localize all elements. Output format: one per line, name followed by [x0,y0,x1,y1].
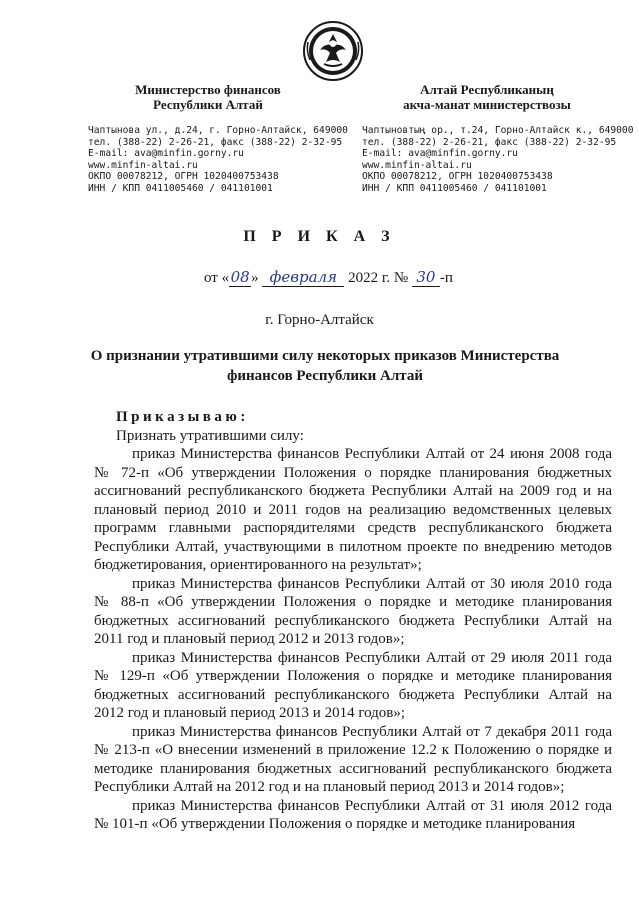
order-date-prefix: от « [204,270,230,286]
email-alt: E-mail: ava@minfin.gorny.ru [362,148,518,160]
order-date-quote-close: » [251,270,259,286]
ministry-name-alt-line1: Алтай Республиканың [420,82,554,97]
okpo-ru: ОКПО 00078212, ОГРН 1020400753438 [88,171,279,183]
repealed-order-item: приказ Министерства финансов Республики Алтай от 24 июня 2008 года № 72-п «Об утверждении Положения о порядке планирования бюджетных ассигнований республиканского бюджета Республики Алтай на 2009 год и на плановый период 2010 и 2011 годов на реализацию ведомственных целевых программ главными распорядителями средств республиканского бюджета Республики Алтай, участвующими в пилотном проекте по внедрению методов бюджетирования, ориентированного на результат»; [94,446,612,573]
website-alt: www.minfin-altai.ru [362,159,472,171]
website-ru: www.minfin-altai.ru [88,159,198,171]
order-number-suffix: -п [439,270,453,286]
order-day-handwritten: 08 [230,268,250,286]
address-ru: Чаптынова ул., д.24, г. Горно-Алтайск, 649000 [88,125,348,136]
contacts-alt [362,125,634,195]
phone-alt: тел. (388-22) 2-26-21, факс (388-22) 2-32-95 [362,136,617,148]
ministry-name-ru-line1: Министерство финансов [135,82,281,97]
order-month-handwritten: февраля [262,268,344,287]
ministry-name-ru [90,82,326,112]
contacts-ru [88,125,348,195]
order-year-text: 2022 г. № [348,270,409,286]
address-alt: Чаптыновтың ор., т.24, Горно-Алтайск к., 649000 [362,125,634,136]
document-title-line1: О признании утратившими силу некоторых приказов Министерства [90,348,560,364]
ministry-name-alt-line2: акча-манат министерствозы [403,97,571,112]
repealed-order-item: приказ Министерства финансов Республики Алтай от 29 июля 2011 года № 129-п «Об утверждении Положения о порядке и методике планирования бюджетных ассигнований республиканского бюджета Республики Алтай на 2012 год и плановый период 2013 и 2014 годов»; [94,649,612,721]
repealed-order-item: приказ Министерства финансов Республики Алтай от 30 июля 2010 года № 88-п «Об утверждении Положения о порядке и методике планирования бюджетных ассигнований республиканского бюджета Республики Алтай на 2011 год и плановый период 2012 и 2013 годов»; [94,575,612,647]
email-ru: E-mail: ava@minfin.gorny.ru [88,148,244,160]
document-type-heading: П Р И К А З [243,228,396,245]
okpo-alt: ОКПО 00078212, ОГРН 1020400753438 [362,171,553,183]
body-intro: Признать утратившими силу: [116,427,304,444]
ministry-name-ru-line2: Республики Алтай [153,97,263,112]
header-left-block [88,82,348,195]
header-right-block [362,82,634,195]
repealed-order-item: приказ Министерства финансов Республики Алтай от 7 декабря 2011 года № 213-п «О внесении изменений в приложение 12.2 к Положению о порядке и методике планирования бюджетных ассигнований республиканского бюджета Республики Алтай на 2012 год и на плановый период 2013 и 2014 годов»; [94,723,612,795]
ministry-name-alt [362,82,612,112]
city-line: г. Горно-Алтайск [265,312,374,328]
document-body [94,408,612,834]
document-title-line2: финансов Республики Алтай [226,368,423,384]
order-directive-word: Приказываю: [116,409,249,425]
phone-ru: тел. (388-22) 2-26-21, факс (388-22) 2-32-95 [88,136,343,148]
coat-of-arms-icon [302,20,364,82]
inn-ru: ИНН / КПП 0411005460 / 041101001 [88,182,273,194]
order-date-number-line [204,268,453,287]
inn-alt: ИНН / КПП 0411005460 / 041101001 [362,182,547,194]
repealed-order-item: приказ Министерства финансов Республики Алтай от 31 июля 2012 года № 101-п «Об утверждении Положения о порядке и методике планирования [94,797,612,832]
document-title [90,346,560,386]
order-number-handwritten: 30 [412,268,440,287]
